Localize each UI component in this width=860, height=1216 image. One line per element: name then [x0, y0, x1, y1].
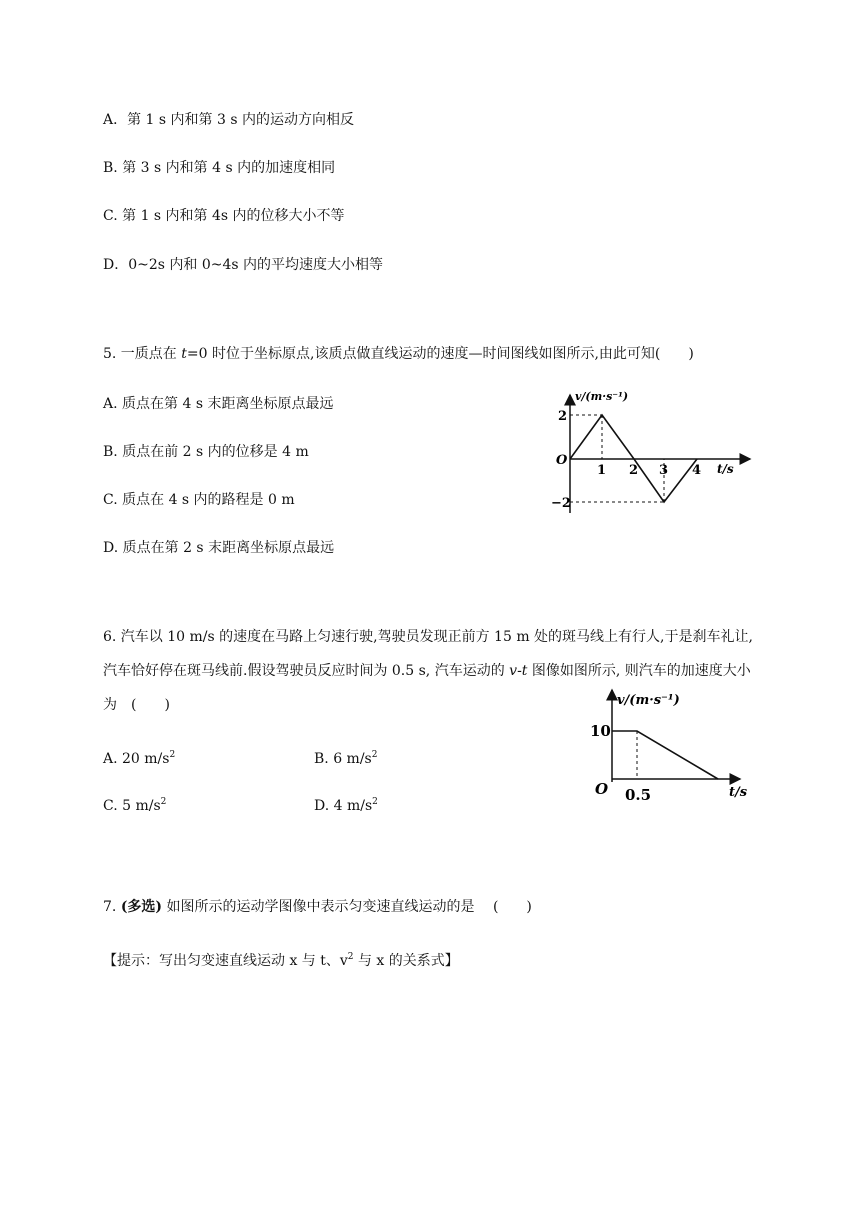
q5-origin: O — [556, 453, 568, 468]
q5-xtick-2: 2 — [629, 463, 639, 478]
q6-vt-graph — [585, 682, 765, 807]
q6-ylabel: v/(m·s⁻¹) — [617, 693, 680, 708]
q6-option-a: A. 20 $m/s^2$ — [103, 750, 176, 767]
q7-stem: 7. (多选) 如图所示的运动学图像中表示匀变速直线运动的是 ( ) — [103, 899, 532, 915]
q5-option-b: B. 质点在前 2 s 内的位移是 4 m — [103, 444, 309, 460]
q4-option-b: B. 第 3 s 内和第 4 s 内的加速度相同 — [103, 160, 336, 176]
q5-ytick-2: 2 — [558, 409, 568, 424]
q5-vt-graph — [545, 385, 765, 520]
q6-stem: 6. 汽车以 10 m/s 的速度在马路上匀速行驶,驾驶员发现正前方 15 m 处的斑马线上有行人,于是刹车礼让,汽车恰好停在斑马线前.假设驾驶员反应时间为 0.5 s, 汽车运动的 v-t 图像如图所示, 则汽车的加速度大小为 ( ) — [103, 629, 753, 713]
q4-option-a: A．第 1 s 内和第 3 s 内的运动方向相反 — [103, 112, 354, 128]
q6-option-b: B. 6 $m/s^2$ — [314, 750, 378, 767]
q5-option-a: A. 质点在第 4 s 末距离坐标原点最远 — [103, 396, 334, 412]
q6-xtick-05: 0.5 — [625, 786, 652, 804]
q5-xtick-4: 4 — [692, 463, 702, 478]
q5-ylabel: v/(m·s⁻¹) — [575, 390, 629, 403]
q5-option-d: D. 质点在第 2 s 末距离坐标原点最远 — [103, 540, 335, 556]
q5-option-c: C. 质点在 4 s 内的路程是 0 m — [103, 492, 295, 508]
q6-option-d: D. 4 $m/s^2$ — [314, 797, 378, 814]
q6-xlabel: t/s — [729, 785, 748, 800]
q5-xtick-1: 1 — [597, 463, 607, 478]
q7-hint: 【提示：写出匀变速直线运动 x 与 t、$v^2$ 与 x 的关系式】 — [103, 952, 459, 969]
q5-ytick-neg2: −2 — [551, 496, 571, 511]
q6-origin: O — [595, 780, 609, 798]
q5-xtick-3: 3 — [659, 463, 669, 478]
q5-stem: 5. 一质点在 t=0 时位于坐标原点,该质点做直线运动的速度—时间图线如图所示,由此可知( ) — [103, 346, 694, 362]
q6-velocity-line — [612, 731, 718, 779]
q4-option-c: C. 第 1 s 内和第 4s 内的位移大小不等 — [103, 208, 345, 224]
q4-option-d: D．0~2s 内和 0~4s 内的平均速度大小相等 — [103, 257, 384, 273]
q6-ytick-10: 10 — [590, 722, 611, 740]
q6-option-c: C. 5 $m/s^2$ — [103, 797, 167, 814]
q5-xlabel: t/s — [717, 462, 734, 476]
